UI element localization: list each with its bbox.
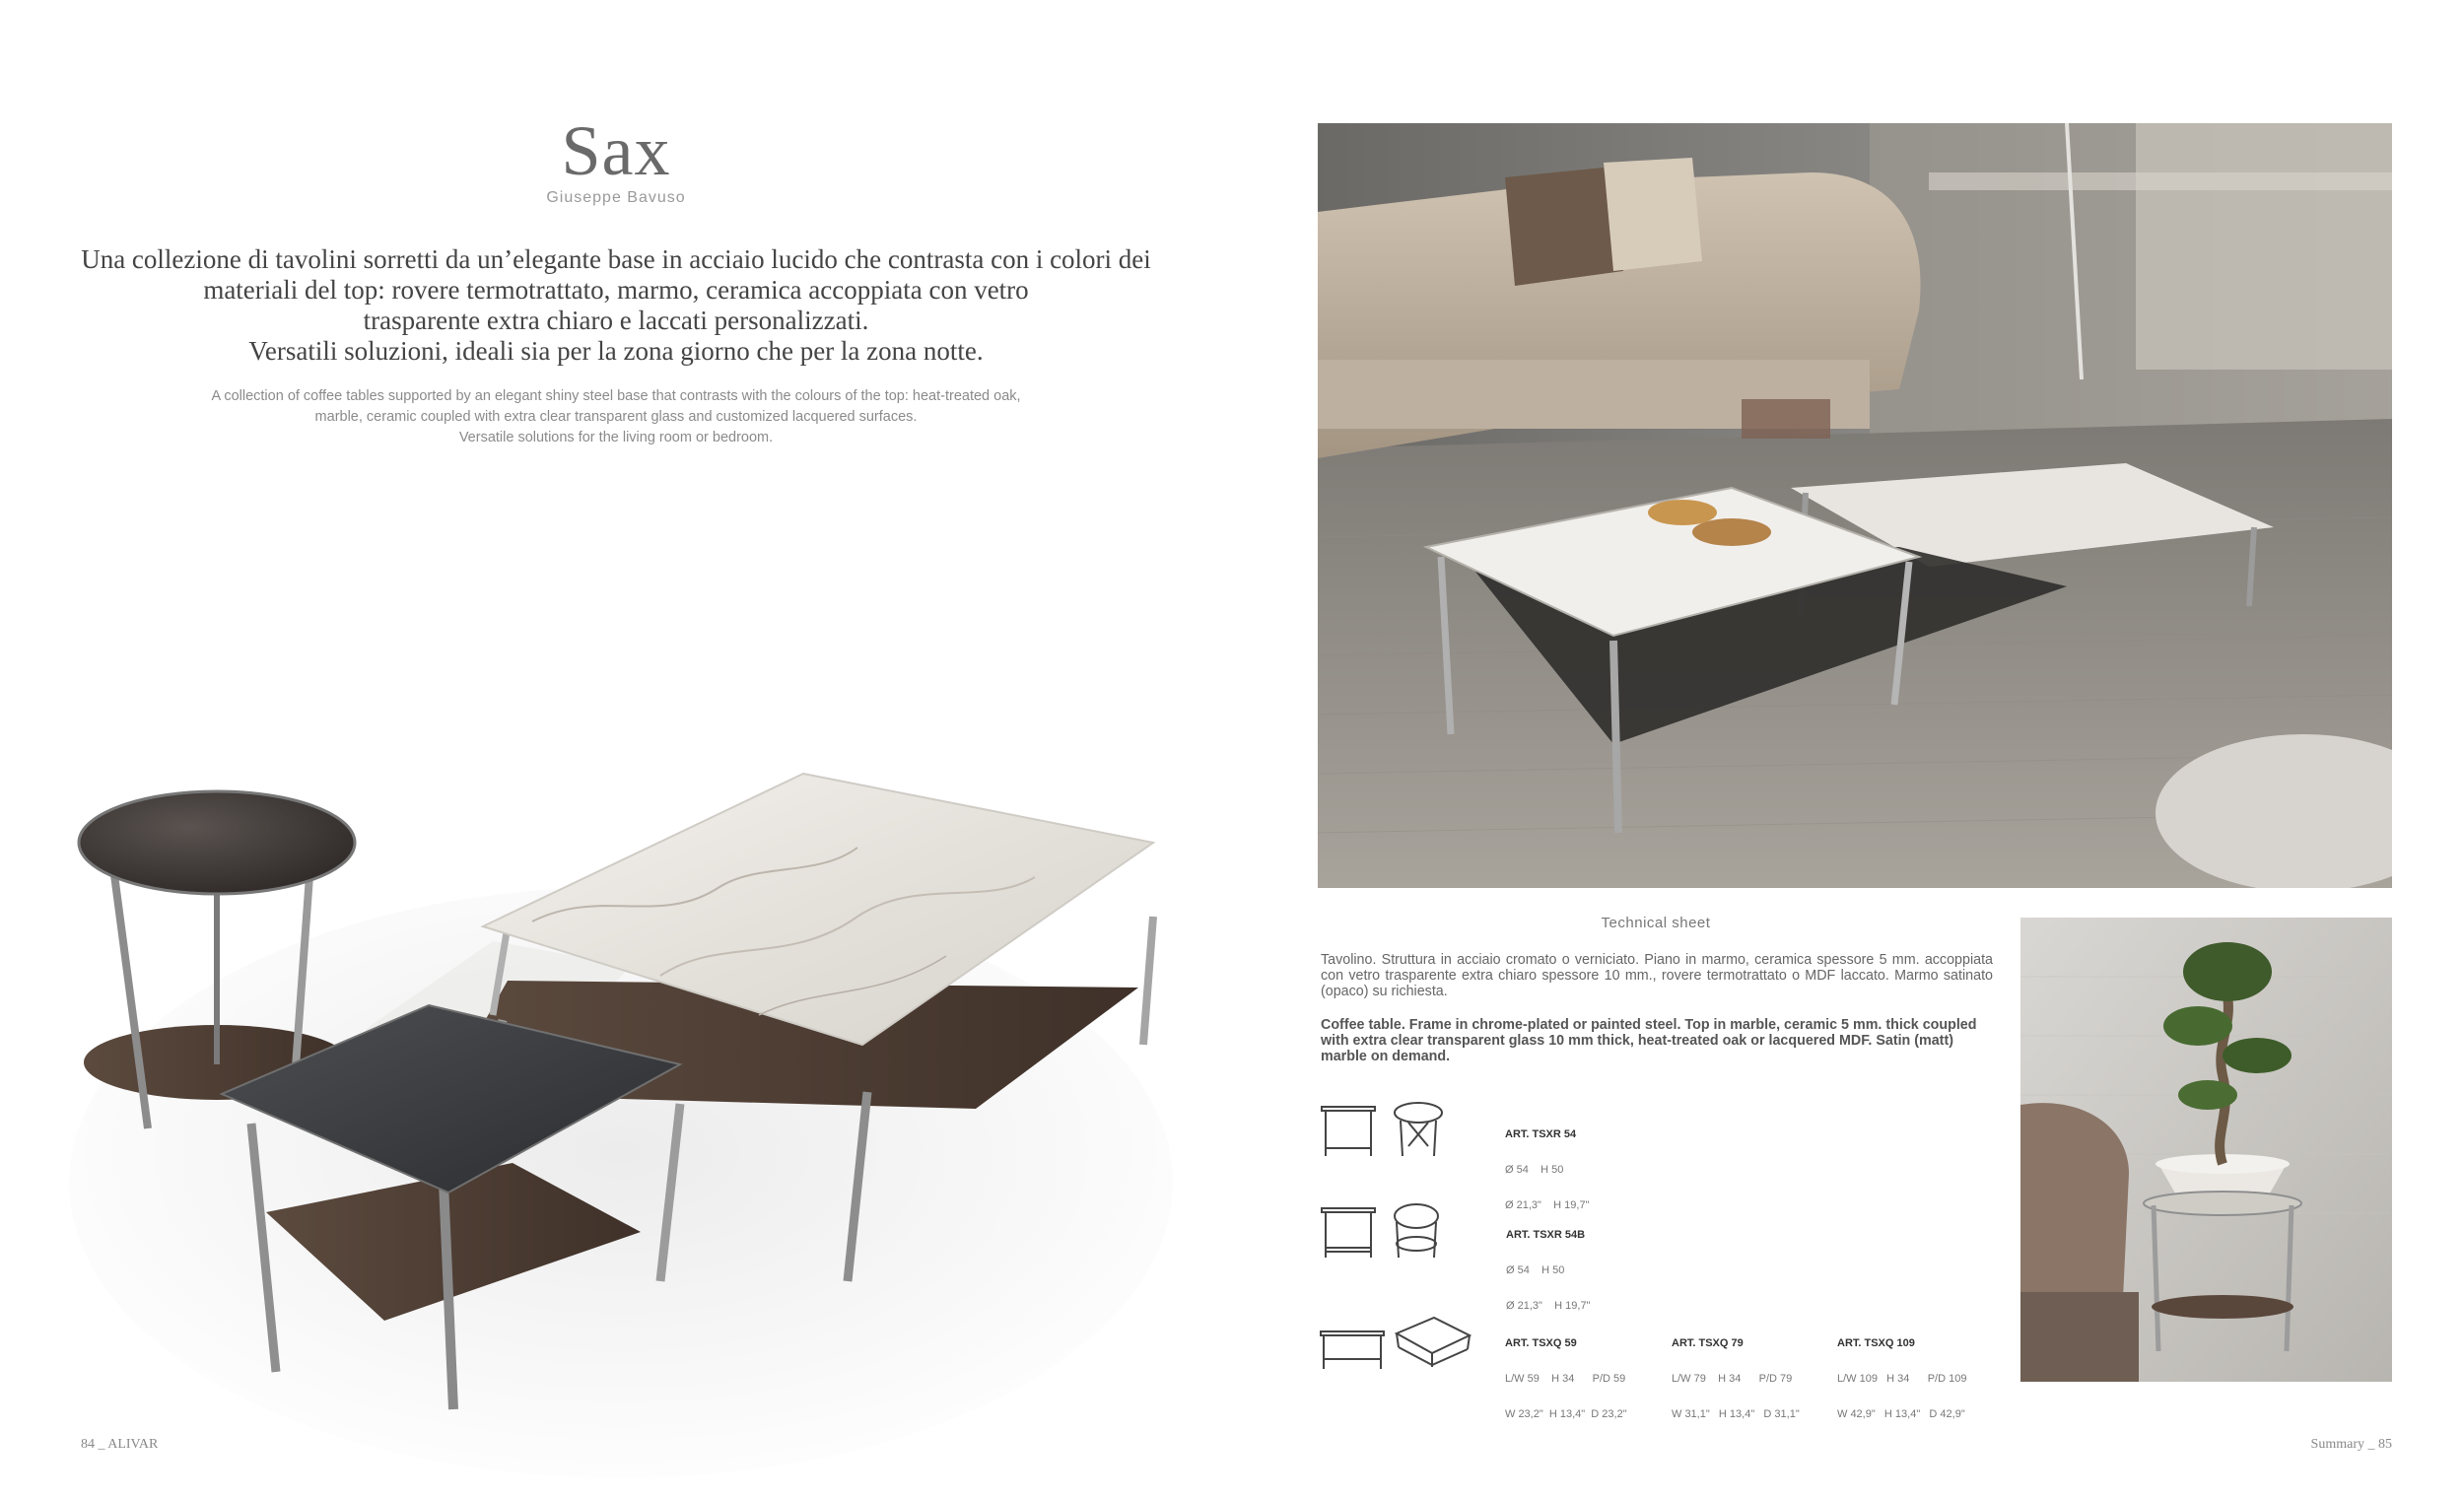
art-code: ART. TSXR 54B [1506, 1229, 1586, 1241]
living-room-photo [1318, 123, 2392, 888]
art-dims-metric: L/W 109 H 34 P/D 109 [1837, 1373, 1967, 1385]
art-code: ART. TSXR 54 [1505, 1128, 1577, 1140]
art-dims-imperial: W 31,1" H 13,4" D 31,1" [1672, 1408, 1800, 1420]
description-italian [59, 244, 1173, 367]
technical-text-italian: Tavolino. Struttura in acciaio cromato o verniciato. Piano in marmo, ceramica spessore 5 mm. accoppiata con vetro trasparente extra chiaro spessore 10 mm., rovere termotrattato o MDF laccato. Marmo satinato (opaco) su richiesta. [1321, 952, 1993, 999]
description-it-line: Versatili soluzioni, ideali sia per la zona giorno che per la zona notte. [248, 336, 984, 366]
art-tsxq-59 [1505, 1314, 1627, 1432]
designer-name: Giuseppe Bavuso [546, 189, 686, 206]
tsxq-drawing [1318, 1314, 1475, 1373]
art-dims-imperial: Ø 21,3" H 19,7" [1506, 1300, 1591, 1312]
page-footer-right: Summary _ 85 [2310, 1437, 2392, 1452]
page-footer-left: 84 _ ALIVAR [81, 1437, 159, 1452]
description-it-line: materiali del top: rovere termotrattato, marmo, ceramica accoppiata con vetro [203, 275, 1029, 305]
technical-text-english: Coffee table. Frame in chrome-plated or painted steel. Top in marble, ceramic 5 mm. thick coupled with extra clear transparent glass 10 mm thick, heat-treated oak or lacquered MDF. Satin (matt) marble on demand. [1321, 1017, 1977, 1064]
art-dims-metric: Ø 54 H 50 [1505, 1164, 1564, 1176]
tsxr54b-drawing [1318, 1200, 1446, 1264]
art-tsxq-79 [1672, 1314, 1800, 1432]
technical-sheet-title: Technical sheet [1601, 915, 1711, 931]
description-en-line: Versatile solutions for the living room or bedroom. [458, 430, 774, 445]
description-en-line: A collection of coffee tables supported by an elegant shiny steel base that contrasts with the colours of the top: heat-treated oak, [211, 388, 1021, 404]
description-english [59, 386, 1173, 448]
art-code: ART. TSXQ 79 [1672, 1337, 1744, 1349]
art-dims-imperial: W 23,2" H 13,4" D 23,2" [1505, 1408, 1627, 1420]
art-code: ART. TSXQ 109 [1837, 1337, 1915, 1349]
art-dims-metric: L/W 79 H 34 P/D 79 [1672, 1373, 1793, 1385]
product-tables-image [69, 769, 1193, 1498]
art-tsxq-109 [1837, 1314, 1966, 1432]
description-en-line: marble, ceramic coupled with extra clear transparent glass and customized lacquered surfaces. [314, 409, 918, 425]
art-code: ART. TSXQ 59 [1505, 1337, 1577, 1349]
art-tsxr-54b [1506, 1205, 1590, 1324]
art-dims-imperial: Ø 21,3" H 19,7" [1505, 1199, 1590, 1211]
art-dims-metric: Ø 54 H 50 [1506, 1264, 1565, 1276]
description-it-line: trasparente extra chiaro e laccati personalizzati. [363, 306, 869, 335]
bonsai-side-table-photo [2020, 918, 2392, 1382]
art-dims-imperial: W 42,9" H 13,4" D 42,9" [1837, 1408, 1965, 1420]
description-it-line: Una collezione di tavolini sorretti da un’elegante base in acciaio lucido che contrasta con i colori dei [81, 244, 1151, 274]
tsxr54-drawing [1318, 1099, 1446, 1163]
page-title: Sax [561, 111, 671, 190]
art-dims-metric: L/W 59 H 34 P/D 59 [1505, 1373, 1626, 1385]
